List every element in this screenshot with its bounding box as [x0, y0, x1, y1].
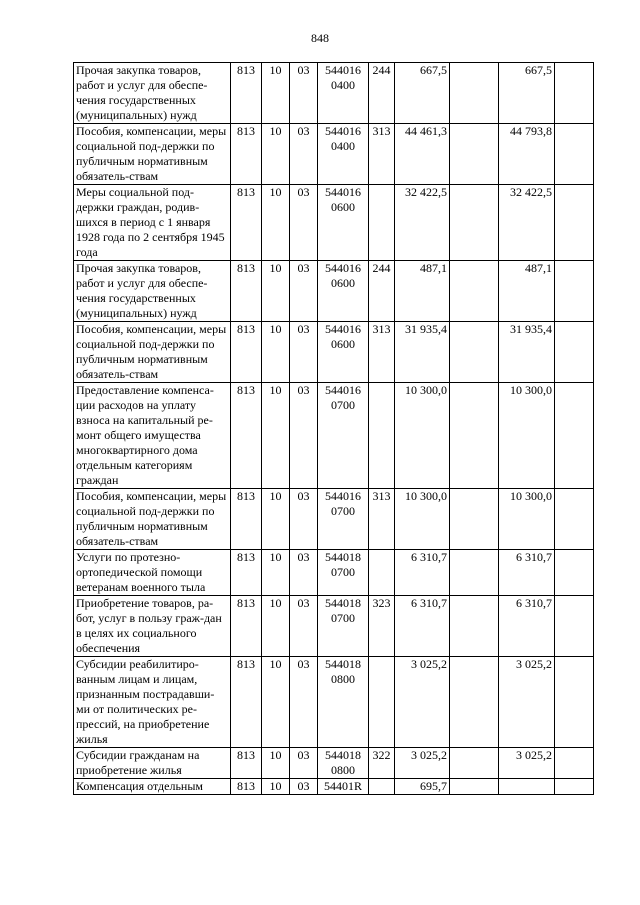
row-section-code: 10	[262, 550, 290, 596]
row-sum-3: 10 300,0	[499, 489, 555, 550]
row-sum-1: 695,7	[395, 779, 450, 795]
row-sum-4	[555, 748, 594, 779]
row-target-article-part-1: 544018	[325, 596, 361, 610]
table-row	[74, 185, 594, 261]
row-sum-2	[450, 124, 499, 185]
row-expense-type: 323	[369, 596, 395, 657]
row-sum-1: 6 310,7	[395, 550, 450, 596]
row-sum-4	[555, 657, 594, 748]
table-row	[74, 657, 594, 748]
row-target-article	[318, 261, 369, 322]
row-sum-1: 667,5	[395, 63, 450, 124]
row-name: Меры социальной под-держки граждан, родив-шихся в период с 1 января 1928 года по 2 сентября 1945 года	[74, 185, 231, 261]
row-target-article-part-2: 0700	[331, 398, 355, 412]
row-department-code: 813	[231, 489, 262, 550]
row-target-article-part-1: 544016	[325, 261, 361, 275]
table-row	[74, 322, 594, 383]
budget-table	[73, 62, 594, 795]
row-target-article-part-1: 54401R	[323, 779, 362, 793]
row-sum-3: 667,5	[499, 63, 555, 124]
row-department-code: 813	[231, 63, 262, 124]
row-target-article-part-2: 0700	[331, 611, 355, 625]
row-section-code: 10	[262, 185, 290, 261]
row-department-code: 813	[231, 185, 262, 261]
budget-table-body	[74, 63, 594, 795]
row-sum-2	[450, 322, 499, 383]
row-subsection-code: 03	[290, 383, 318, 489]
row-sum-1: 3 025,2	[395, 748, 450, 779]
row-sum-1: 32 422,5	[395, 185, 450, 261]
row-sum-3: 6 310,7	[499, 596, 555, 657]
row-target-article	[318, 550, 369, 596]
row-target-article	[318, 489, 369, 550]
row-target-article	[318, 185, 369, 261]
row-target-article	[318, 748, 369, 779]
row-expense-type: 244	[369, 63, 395, 124]
row-sum-2	[450, 383, 499, 489]
row-expense-type: 322	[369, 748, 395, 779]
row-department-code: 813	[231, 322, 262, 383]
row-sum-2	[450, 779, 499, 795]
row-department-code: 813	[231, 261, 262, 322]
row-section-code: 10	[262, 322, 290, 383]
row-name: Прочая закупка товаров, работ и услуг для обеспе-чения государственных (муниципальных) нужд	[74, 261, 231, 322]
row-sum-2	[450, 185, 499, 261]
row-target-article-part-2: 0400	[331, 78, 355, 92]
row-target-article	[318, 596, 369, 657]
row-target-article-part-2: 0600	[331, 337, 355, 351]
row-name: Прочая закупка товаров, работ и услуг для обеспе-чения государственных (муниципальных) нужд	[74, 63, 231, 124]
row-target-article-part-1: 544016	[325, 383, 361, 397]
row-sum-4	[555, 63, 594, 124]
row-sum-4	[555, 489, 594, 550]
row-target-article	[318, 124, 369, 185]
row-target-article-part-1: 544018	[325, 550, 361, 564]
row-target-article-part-2: 0600	[331, 200, 355, 214]
row-section-code: 10	[262, 383, 290, 489]
row-department-code: 813	[231, 748, 262, 779]
table-row	[74, 261, 594, 322]
row-target-article	[318, 779, 369, 795]
table-row	[74, 596, 594, 657]
row-sum-2	[450, 596, 499, 657]
row-name: Пособия, компенсации, меры социальной под-держки по публичным нормативным обязатель-ствам	[74, 322, 231, 383]
row-target-article-part-2: 0600	[331, 276, 355, 290]
row-expense-type: 244	[369, 261, 395, 322]
page-number: 848	[311, 31, 329, 45]
row-name: Приобретение товаров, ра-бот, услуг в пользу граж-дан в целях их социального обеспечения	[74, 596, 231, 657]
row-target-article-part-2: 0700	[331, 565, 355, 579]
table-row	[74, 489, 594, 550]
row-target-article	[318, 383, 369, 489]
row-sum-1: 487,1	[395, 261, 450, 322]
row-sum-3: 3 025,2	[499, 748, 555, 779]
table-row	[74, 748, 594, 779]
row-section-code: 10	[262, 63, 290, 124]
row-sum-4	[555, 124, 594, 185]
row-sum-3: 10 300,0	[499, 383, 555, 489]
row-name: Услуги по протезно-ортопедической помощи ветеранам военного тыла	[74, 550, 231, 596]
row-sum-1: 31 935,4	[395, 322, 450, 383]
row-sum-1: 44 461,3	[395, 124, 450, 185]
row-sum-3: 44 793,8	[499, 124, 555, 185]
row-section-code: 10	[262, 748, 290, 779]
row-department-code: 813	[231, 383, 262, 489]
row-sum-4	[555, 383, 594, 489]
row-department-code: 813	[231, 657, 262, 748]
row-department-code: 813	[231, 779, 262, 795]
row-sum-4	[555, 322, 594, 383]
row-sum-2	[450, 63, 499, 124]
row-target-article-part-2: 0800	[331, 672, 355, 686]
row-name: Компенсация отдельным	[74, 779, 231, 795]
row-subsection-code: 03	[290, 124, 318, 185]
row-subsection-code: 03	[290, 63, 318, 124]
row-sum-1: 10 300,0	[395, 489, 450, 550]
row-target-article	[318, 63, 369, 124]
row-expense-type: 313	[369, 124, 395, 185]
row-department-code: 813	[231, 550, 262, 596]
row-expense-type	[369, 779, 395, 795]
row-sum-4	[555, 550, 594, 596]
table-row	[74, 779, 594, 795]
row-target-article-part-1: 544016	[325, 124, 361, 138]
row-section-code: 10	[262, 124, 290, 185]
row-section-code: 10	[262, 779, 290, 795]
row-subsection-code: 03	[290, 489, 318, 550]
row-target-article-part-1: 544018	[325, 748, 361, 762]
row-sum-4	[555, 596, 594, 657]
row-target-article-part-2: 0400	[331, 139, 355, 153]
row-subsection-code: 03	[290, 748, 318, 779]
row-section-code: 10	[262, 489, 290, 550]
row-subsection-code: 03	[290, 779, 318, 795]
row-expense-type: 313	[369, 322, 395, 383]
row-subsection-code: 03	[290, 322, 318, 383]
row-sum-2	[450, 550, 499, 596]
row-section-code: 10	[262, 657, 290, 748]
row-section-code: 10	[262, 596, 290, 657]
row-expense-type	[369, 657, 395, 748]
row-subsection-code: 03	[290, 596, 318, 657]
row-sum-2	[450, 748, 499, 779]
row-sum-3: 3 025,2	[499, 657, 555, 748]
row-sum-3: 487,1	[499, 261, 555, 322]
row-expense-type: 313	[369, 489, 395, 550]
row-subsection-code: 03	[290, 550, 318, 596]
row-sum-2	[450, 489, 499, 550]
row-sum-1: 3 025,2	[395, 657, 450, 748]
table-row	[74, 124, 594, 185]
table-row	[74, 63, 594, 124]
row-expense-type	[369, 185, 395, 261]
row-sum-4	[555, 779, 594, 795]
row-sum-4	[555, 261, 594, 322]
row-section-code: 10	[262, 261, 290, 322]
row-target-article-part-1: 544016	[325, 63, 361, 77]
row-target-article-part-2: 0700	[331, 504, 355, 518]
row-name: Субсидии гражданам на приобретение жилья	[74, 748, 231, 779]
row-name: Предоставление компенса-ции расходов на уплату взноса на капитальный ре-монт общего имущества многоквартирного дома отдельным категориям граждан	[74, 383, 231, 489]
row-name: Пособия, компенсации, меры социальной под-держки по публичным нормативным обязатель-ствам	[74, 124, 231, 185]
row-sum-1: 6 310,7	[395, 596, 450, 657]
row-department-code: 813	[231, 596, 262, 657]
row-target-article-part-1: 544016	[325, 185, 361, 199]
row-name: Субсидии реабилитиро-ванным лицам и лицам, признанным пострадавши-ми от политических ре-прессий, на приобретение жилья	[74, 657, 231, 748]
row-expense-type	[369, 383, 395, 489]
table-row	[74, 550, 594, 596]
row-subsection-code: 03	[290, 261, 318, 322]
table-row	[74, 383, 594, 489]
row-subsection-code: 03	[290, 185, 318, 261]
row-sum-4	[555, 185, 594, 261]
row-target-article-part-1: 544018	[325, 657, 361, 671]
row-name: Пособия, компенсации, меры социальной под-держки по публичным нормативным обязатель-ствам	[74, 489, 231, 550]
row-sum-3: 32 422,5	[499, 185, 555, 261]
row-sum-3: 31 935,4	[499, 322, 555, 383]
row-sum-1: 10 300,0	[395, 383, 450, 489]
row-department-code: 813	[231, 124, 262, 185]
row-sum-3	[499, 779, 555, 795]
row-target-article-part-1: 544016	[325, 489, 361, 503]
row-expense-type	[369, 550, 395, 596]
row-target-article	[318, 322, 369, 383]
row-sum-3: 6 310,7	[499, 550, 555, 596]
row-target-article-part-2: 0800	[331, 763, 355, 777]
row-target-article	[318, 657, 369, 748]
row-subsection-code: 03	[290, 657, 318, 748]
row-sum-2	[450, 261, 499, 322]
row-sum-2	[450, 657, 499, 748]
row-target-article-part-1: 544016	[325, 322, 361, 336]
